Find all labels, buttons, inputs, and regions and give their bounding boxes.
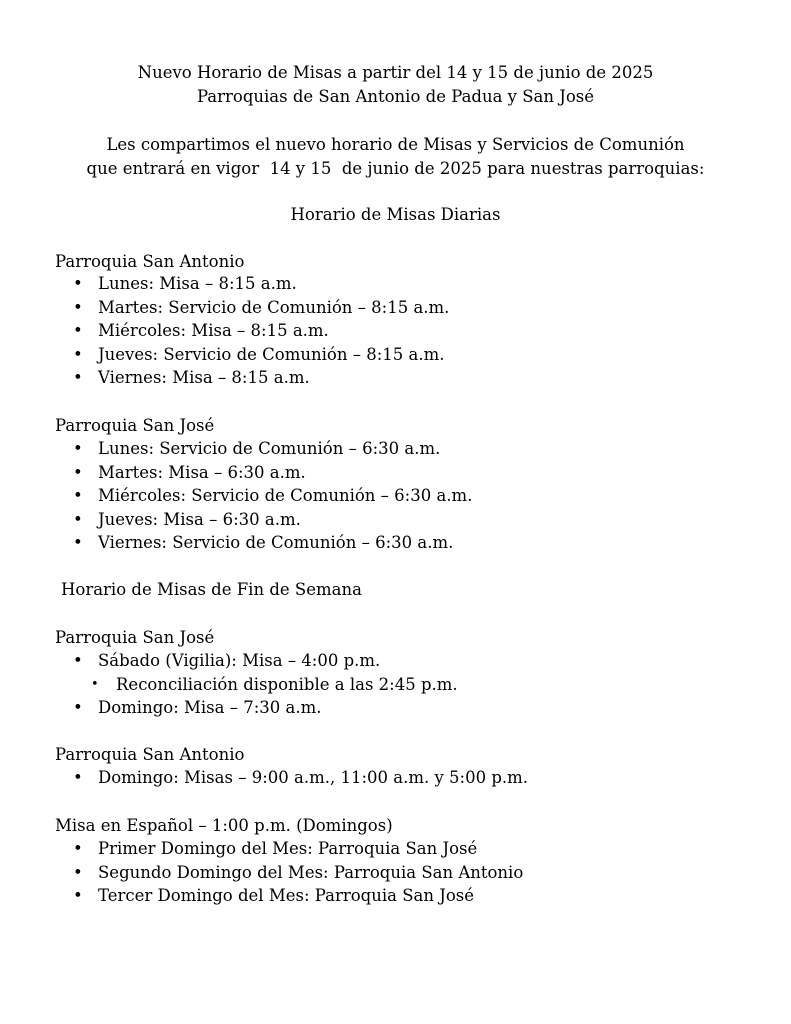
list-sub-item: • Reconciliación disponible a las 2:45 p.m. (0, 673, 458, 697)
spanish-mass-list (0, 837, 523, 908)
weekend-san-antonio-list (0, 766, 528, 790)
list-item: • Jueves: Misa – 6:30 a.m. (0, 508, 472, 532)
list-item: • Martes: Misa – 6:30 a.m. (0, 461, 472, 485)
list-item: • Lunes: Misa – 8:15 a.m. (0, 272, 449, 296)
daily-san-jose-list (0, 437, 472, 555)
intro-line-2: que entrará en vigor 14 y 15 de junio de 2025 para nuestras parroquias: (86, 159, 705, 178)
daily-schedule-heading: Horario de Misas Diarias (290, 205, 501, 224)
daily-san-jose-heading: Parroquia San José (55, 416, 215, 435)
list-item: • Domingo: Misas – 9:00 a.m., 11:00 a.m. y 5:00 p.m. (0, 766, 528, 790)
weekend-schedule-heading: Horario de Misas de Fin de Semana (61, 580, 362, 599)
daily-san-antonio-list (0, 272, 449, 390)
daily-san-antonio-heading: Parroquia San Antonio (55, 252, 245, 271)
weekend-san-jose-list (0, 649, 458, 720)
document-title: Nuevo Horario de Misas a partir del 14 y 15 de junio de 2025 (137, 63, 654, 82)
list-item: • Domingo: Misa – 7:30 a.m. (0, 696, 458, 720)
list-item: • Primer Domingo del Mes: Parroquia San José (0, 837, 523, 861)
list-item: • Viernes: Misa – 8:15 a.m. (0, 366, 449, 390)
spanish-mass-heading: Misa en Español – 1:00 p.m. (Domingos) (55, 816, 393, 835)
list-item: • Miércoles: Misa – 8:15 a.m. (0, 319, 449, 343)
list-item: • Miércoles: Servicio de Comunión – 6:30 a.m. (0, 484, 472, 508)
list-item: • Lunes: Servicio de Comunión – 6:30 a.m. (0, 437, 472, 461)
list-item: • Sábado (Vigilia): Misa – 4:00 p.m. (0, 649, 458, 673)
list-item: • Viernes: Servicio de Comunión – 6:30 a.m. (0, 531, 472, 555)
weekend-san-jose-heading: Parroquia San José (55, 628, 215, 647)
list-item: • Segundo Domingo del Mes: Parroquia San Antonio (0, 861, 523, 885)
document-subtitle: Parroquias de San Antonio de Padua y San José (196, 87, 595, 106)
intro-line-1: Les compartimos el nuevo horario de Misas y Servicios de Comunión (106, 135, 685, 154)
list-item: • Tercer Domingo del Mes: Parroquia San José (0, 884, 523, 908)
weekend-san-antonio-heading: Parroquia San Antonio (55, 745, 245, 764)
list-item: • Martes: Servicio de Comunión – 8:15 a.m. (0, 296, 449, 320)
list-item: • Jueves: Servicio de Comunión – 8:15 a.m. (0, 343, 449, 367)
